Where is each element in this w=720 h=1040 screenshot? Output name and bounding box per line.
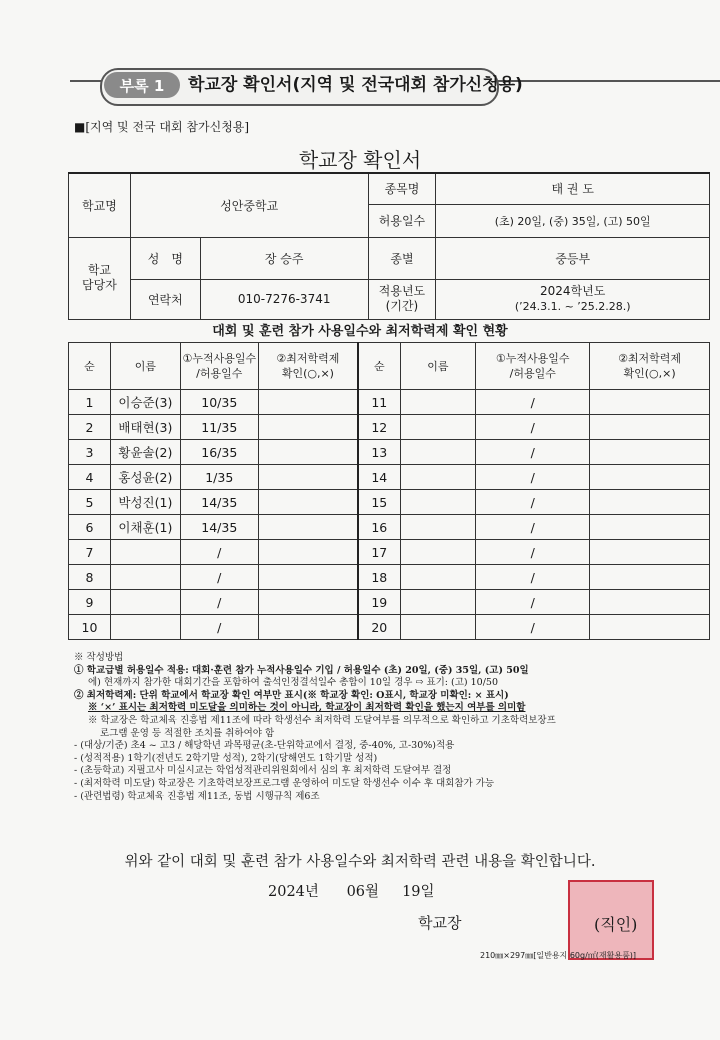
- days-used: /: [180, 565, 258, 590]
- days-used: 10/35: [180, 390, 258, 415]
- academic-check: [590, 515, 710, 540]
- academic-check: [258, 590, 358, 615]
- note-4: ※ 학교장은 학교체육 진흥법 제11조에 따라 학생선수 최저학력 도달여부를 의무적으로 확인하고 기초학력보장프: [88, 714, 556, 726]
- row-number: 6: [69, 515, 111, 540]
- principal-label: 학교장: [418, 914, 462, 932]
- table-row: [69, 440, 710, 465]
- row-number: 4: [69, 465, 111, 490]
- row-number: 9: [69, 590, 111, 615]
- instructions: [74, 652, 714, 803]
- row-number: 16: [358, 515, 400, 540]
- row-number: 2: [69, 415, 111, 440]
- note-5: - (대상/기준) 초4 ~ 고3 / 해당학년 과목평균(초-단위학교에서 결정, 중-40%, 고-30%)적용: [74, 740, 455, 752]
- days-used: /: [476, 415, 590, 440]
- event-value: 태 권 도: [436, 173, 710, 204]
- table-row: [69, 490, 710, 515]
- note-9: - (관련법령) 학교체육 진흥법 제11조, 동법 시행규칙 제6조: [74, 790, 320, 802]
- student-name: [400, 515, 476, 540]
- allowed-days-label: 허용일수: [368, 204, 436, 237]
- academic-check: [590, 490, 710, 515]
- col-name: 이름: [400, 343, 476, 390]
- allowed-days-value: (초) 20일, (중) 35일, (고) 50일: [436, 204, 710, 237]
- days-used: 14/35: [180, 490, 258, 515]
- school-label: 학교명: [69, 173, 131, 237]
- student-name: 이채훈(1): [110, 515, 180, 540]
- academic-check: [590, 440, 710, 465]
- header-title: 학교장 확인서(지역 및 전국대회 참가신청용): [188, 75, 523, 95]
- name-value: 장 승주: [200, 237, 368, 279]
- student-name: [110, 590, 180, 615]
- student-name: [400, 615, 476, 640]
- year-value: 2024학년도: [540, 284, 606, 298]
- days-used: 1/35: [180, 465, 258, 490]
- table-row: [69, 565, 710, 590]
- note-8: - (최저학력 미도달) 학교장은 기초학력보장프로그램 운영하여 미도달 학생선수 이수 후 대회참가 가능: [74, 777, 495, 789]
- days-used: /: [180, 590, 258, 615]
- category-value: 중등부: [436, 237, 710, 279]
- table-row: [69, 415, 710, 440]
- academic-check: [258, 440, 358, 465]
- academic-check: [590, 615, 710, 640]
- row-number: 19: [358, 590, 400, 615]
- contact-value: 010-7276-3741: [200, 279, 368, 319]
- academic-check: [590, 540, 710, 565]
- academic-check: [258, 415, 358, 440]
- days-used: /: [476, 515, 590, 540]
- days-used: /: [476, 540, 590, 565]
- academic-check: [258, 490, 358, 515]
- days-used: /: [476, 565, 590, 590]
- roster-header-row: [69, 343, 710, 390]
- student-name: 황윤솔(2): [110, 440, 180, 465]
- days-used: /: [180, 540, 258, 565]
- roster-table: [68, 342, 710, 640]
- col-name: 이름: [110, 343, 180, 390]
- table-row: [69, 540, 710, 565]
- row-number: 8: [69, 565, 111, 590]
- table-row: [69, 390, 710, 415]
- academic-check: [590, 565, 710, 590]
- student-name: [400, 415, 476, 440]
- paper-spec-footer: 210㎜×297㎜[일반용지 60g/㎡(재활용품)]: [480, 951, 637, 960]
- row-number: 5: [69, 490, 111, 515]
- document-title: 학교장 확인서: [298, 148, 422, 172]
- days-used: /: [476, 490, 590, 515]
- row-number: 13: [358, 440, 400, 465]
- student-name: [110, 565, 180, 590]
- days-used: /: [476, 440, 590, 465]
- row-number: 18: [358, 565, 400, 590]
- col-days: ①누적사용일수 /허용일수: [476, 343, 590, 390]
- notes-heading: ※ 작성방법: [74, 652, 124, 663]
- row-number: 7: [69, 540, 111, 565]
- days-used: /: [476, 390, 590, 415]
- student-name: 배태현(3): [110, 415, 180, 440]
- year-cell: [436, 279, 710, 319]
- note-1-example: 에) 현재까지 참가한 대회기간을 포함하여 출석인정결석일수 총합이 10일 경우 ⇨ 표기: (고) 10/50: [88, 677, 499, 689]
- row-number: 20: [358, 615, 400, 640]
- name-label: 성 명: [130, 237, 200, 279]
- note-4-cont: 로그램 운영 등 적절한 조치를 취하여야 함: [100, 727, 275, 739]
- student-name: [400, 465, 476, 490]
- row-number: 12: [358, 415, 400, 440]
- row-number: 3: [69, 440, 111, 465]
- note-3: ※ ‘×’ 표시는 최저학력 미도달을 의미하는 것이 아니라, 학교장이 최저학력 확인을 했는지 여부를 의미함: [88, 702, 526, 714]
- note-6: - (성적적용) 1학기(전년도 2학기말 성적), 2학기(당해연도 1학기말 성적): [74, 752, 378, 764]
- row-number: 17: [358, 540, 400, 565]
- academic-check: [590, 415, 710, 440]
- academic-check: [258, 615, 358, 640]
- category-label: 종별: [368, 237, 436, 279]
- year-period: (’24.3.1. ~ ’25.2.28.): [514, 300, 631, 313]
- days-used: /: [180, 615, 258, 640]
- row-number: 14: [358, 465, 400, 490]
- days-used: 16/35: [180, 440, 258, 465]
- form-subtitle: ■[지역 및 전국 대회 참가신청용]: [74, 120, 250, 134]
- table-row: [69, 590, 710, 615]
- confirmation-statement: 위와 같이 대회 및 훈련 참가 사용일수와 최저학력 관련 내용을 확인합니다.: [124, 854, 596, 870]
- student-name: [400, 490, 476, 515]
- student-name: [400, 590, 476, 615]
- days-used: 11/35: [180, 415, 258, 440]
- days-used: /: [476, 590, 590, 615]
- academic-check: [258, 540, 358, 565]
- days-used: /: [476, 615, 590, 640]
- student-name: [400, 540, 476, 565]
- days-used: /: [476, 465, 590, 490]
- seal-label: (직인): [594, 915, 638, 934]
- student-name: [400, 565, 476, 590]
- note-2: ② 최저학력제: 단위 학교에서 학교장 확인 여부만 표시(※ 학교장 확인: O표시, 학교장 미확인: × 표시): [74, 689, 509, 701]
- student-name: [400, 440, 476, 465]
- student-name: [400, 390, 476, 415]
- student-name: 박성진(1): [110, 490, 180, 515]
- student-name: [110, 540, 180, 565]
- academic-check: [258, 390, 358, 415]
- note-1: ① 학교급별 허용일수 적용: 대회·훈련 참가 누적사용일수 기입 / 허용일수 (초) 20일, (중) 35일, (고) 50일: [74, 664, 529, 676]
- days-used: 14/35: [180, 515, 258, 540]
- col-check: ②최저학력제 확인(○,×): [590, 343, 710, 390]
- staff-label: 학교 담당자: [69, 237, 131, 319]
- table-row: [69, 465, 710, 490]
- year-label: 적용년도 (기간): [368, 279, 436, 319]
- table-row: [69, 515, 710, 540]
- col-no: 순: [69, 343, 111, 390]
- appendix-tag: 부록 1: [104, 72, 180, 98]
- row-number: 10: [69, 615, 111, 640]
- col-check: ②최저학력제 확인(○,×): [258, 343, 358, 390]
- event-label: 종목명: [368, 173, 436, 204]
- academic-check: [590, 590, 710, 615]
- academic-check: [258, 465, 358, 490]
- signature-date: 2024년 06월 19일: [268, 884, 435, 900]
- student-name: [110, 615, 180, 640]
- school-value: 성안중학교: [130, 173, 368, 237]
- row-number: 1: [69, 390, 111, 415]
- academic-check: [590, 390, 710, 415]
- col-days: ①누적사용일수 /허용일수: [180, 343, 258, 390]
- col-no: 순: [358, 343, 400, 390]
- table-row: [69, 615, 710, 640]
- academic-check: [258, 515, 358, 540]
- row-number: 15: [358, 490, 400, 515]
- academic-check: [258, 565, 358, 590]
- student-name: 홍성윤(2): [110, 465, 180, 490]
- note-7: - (초등학교) 지필고사 미실시교는 학업성적관리위원회에서 심의 후 최저학력 도달여부 결정: [74, 765, 452, 777]
- academic-check: [590, 465, 710, 490]
- contact-label: 연락처: [130, 279, 200, 319]
- section-title: 대회 및 훈련 참가 사용일수와 최저학력제 확인 현황: [212, 324, 508, 339]
- info-table: [68, 172, 710, 320]
- student-name: 이승준(3): [110, 390, 180, 415]
- row-number: 11: [358, 390, 400, 415]
